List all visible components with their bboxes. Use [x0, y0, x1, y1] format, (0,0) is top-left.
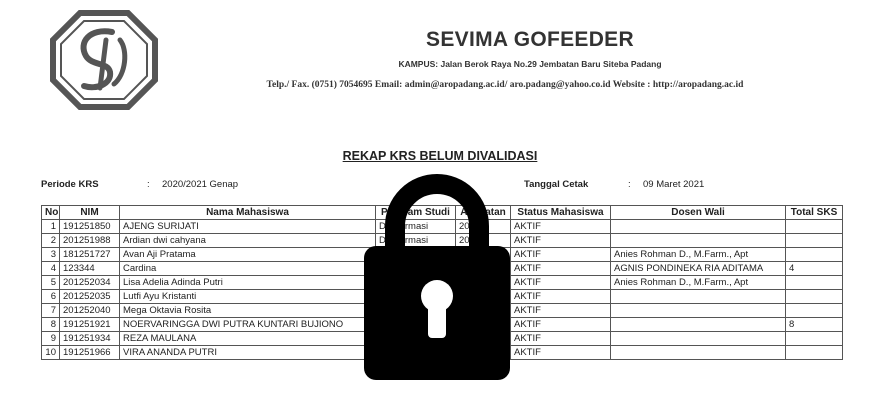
- cell-status: AKTIF: [511, 318, 611, 332]
- cell-total-sks: [786, 332, 843, 346]
- cell-no: 3: [42, 248, 60, 262]
- cell-nim: 191251921: [60, 318, 120, 332]
- col-header-status: Status Mahasiswa: [511, 206, 611, 220]
- cell-nim: 191251850: [60, 220, 120, 234]
- cell-angkatan: 2020: [456, 234, 511, 248]
- padlock-icon: [362, 168, 512, 383]
- cell-prodi: D3 Farmasi: [376, 234, 456, 248]
- cell-angkatan: 2019: [456, 220, 511, 234]
- cell-dosen-wali: [611, 290, 786, 304]
- col-header-nama: Nama Mahasiswa: [120, 206, 376, 220]
- col-header-prodi: Program Studi: [376, 206, 456, 220]
- col-header-no: No: [42, 206, 60, 220]
- cell-nama: REZA MAULANA: [120, 332, 376, 346]
- cell-nama: Mega Oktavia Rosita: [120, 304, 376, 318]
- cell-total-sks: [786, 290, 843, 304]
- cell-total-sks: [786, 304, 843, 318]
- col-header-angkatan: Angkatan: [456, 206, 511, 220]
- cell-nama: Lutfi Ayu Kristanti: [120, 290, 376, 304]
- cell-nim: 201252035: [60, 290, 120, 304]
- cell-no: 9: [42, 332, 60, 346]
- cell-no: 6: [42, 290, 60, 304]
- cell-nim: 201251988: [60, 234, 120, 248]
- cell-total-sks: [786, 346, 843, 360]
- cell-total-sks: [786, 248, 843, 262]
- cell-total-sks: 8: [786, 318, 843, 332]
- org-name: SEVIMA GOFEEDER: [426, 28, 634, 51]
- cell-dosen-wali: [611, 304, 786, 318]
- cell-status: AKTIF: [511, 220, 611, 234]
- cell-nama: Avan Aji Pratama: [120, 248, 376, 262]
- cell-status: AKTIF: [511, 346, 611, 360]
- cell-status: AKTIF: [511, 248, 611, 262]
- cell-prodi: D3 Farmasi: [376, 220, 456, 234]
- periode-label: Periode KRS: [41, 179, 99, 190]
- cell-dosen-wali: [611, 346, 786, 360]
- tanggal-separator: :: [628, 179, 631, 190]
- cell-nim: 191251934: [60, 332, 120, 346]
- cell-no: 5: [42, 276, 60, 290]
- periode-value: 2020/2021 Genap: [162, 179, 239, 190]
- cell-dosen-wali: Anies Rohman D., M.Farm., Apt: [611, 276, 786, 290]
- cell-status: AKTIF: [511, 332, 611, 346]
- org-campus-address: KAMPUS: Jalan Berok Raya No.29 Jembatan Baru Siteba Padang: [398, 59, 662, 69]
- cell-nim: 191251966: [60, 346, 120, 360]
- cell-nama: VIRA ANANDA PUTRI: [120, 346, 376, 360]
- cell-dosen-wali: [611, 220, 786, 234]
- cell-nama: Cardina: [120, 262, 376, 276]
- col-header-nim: NIM: [60, 206, 120, 220]
- report-title: REKAP KRS BELUM DIVALIDASI: [342, 149, 538, 163]
- cell-no: 10: [42, 346, 60, 360]
- cell-dosen-wali: [611, 318, 786, 332]
- cell-nama: Lisa Adelia Adinda Putri: [120, 276, 376, 290]
- tanggal-label: Tanggal Cetak: [524, 179, 589, 190]
- cell-dosen-wali: AGNIS PONDINEKA RIA ADITAMA: [611, 262, 786, 276]
- col-header-dosen: Dosen Wali: [611, 206, 786, 220]
- institution-logo: [50, 10, 158, 110]
- cell-total-sks: [786, 220, 843, 234]
- cell-nama: NOERVARINGGA DWI PUTRA KUNTARI BUJIONO: [120, 318, 376, 332]
- cell-no: 7: [42, 304, 60, 318]
- periode-separator: :: [147, 179, 150, 190]
- cell-nim: 123344: [60, 262, 120, 276]
- cell-nama: Ardian dwi cahyana: [120, 234, 376, 248]
- cell-status: AKTIF: [511, 276, 611, 290]
- cell-dosen-wali: [611, 234, 786, 248]
- cell-no: 1: [42, 220, 60, 234]
- cell-nim: 181251727: [60, 248, 120, 262]
- cell-status: AKTIF: [511, 262, 611, 276]
- cell-total-sks: 4: [786, 262, 843, 276]
- cell-no: 8: [42, 318, 60, 332]
- cell-nim: 201252040: [60, 304, 120, 318]
- cell-total-sks: [786, 234, 843, 248]
- cell-status: AKTIF: [511, 290, 611, 304]
- cell-dosen-wali: Anies Rohman D., M.Farm., Apt: [611, 248, 786, 262]
- cell-no: 2: [42, 234, 60, 248]
- col-header-sks: Total SKS: [786, 206, 843, 220]
- org-contact-line: Telp./ Fax. (0751) 7054695 Email: admin@aropadang.ac.id/ aro.padang@yahoo.co.id Website : http://aropadang.ac.id: [266, 80, 744, 90]
- tanggal-value: 09 Maret 2021: [643, 179, 705, 190]
- cell-no: 4: [42, 262, 60, 276]
- cell-status: AKTIF: [511, 234, 611, 248]
- cell-dosen-wali: [611, 332, 786, 346]
- cell-status: AKTIF: [511, 304, 611, 318]
- cell-total-sks: [786, 276, 843, 290]
- cell-nama: AJENG SURIJATI: [120, 220, 376, 234]
- cell-nim: 201252034: [60, 276, 120, 290]
